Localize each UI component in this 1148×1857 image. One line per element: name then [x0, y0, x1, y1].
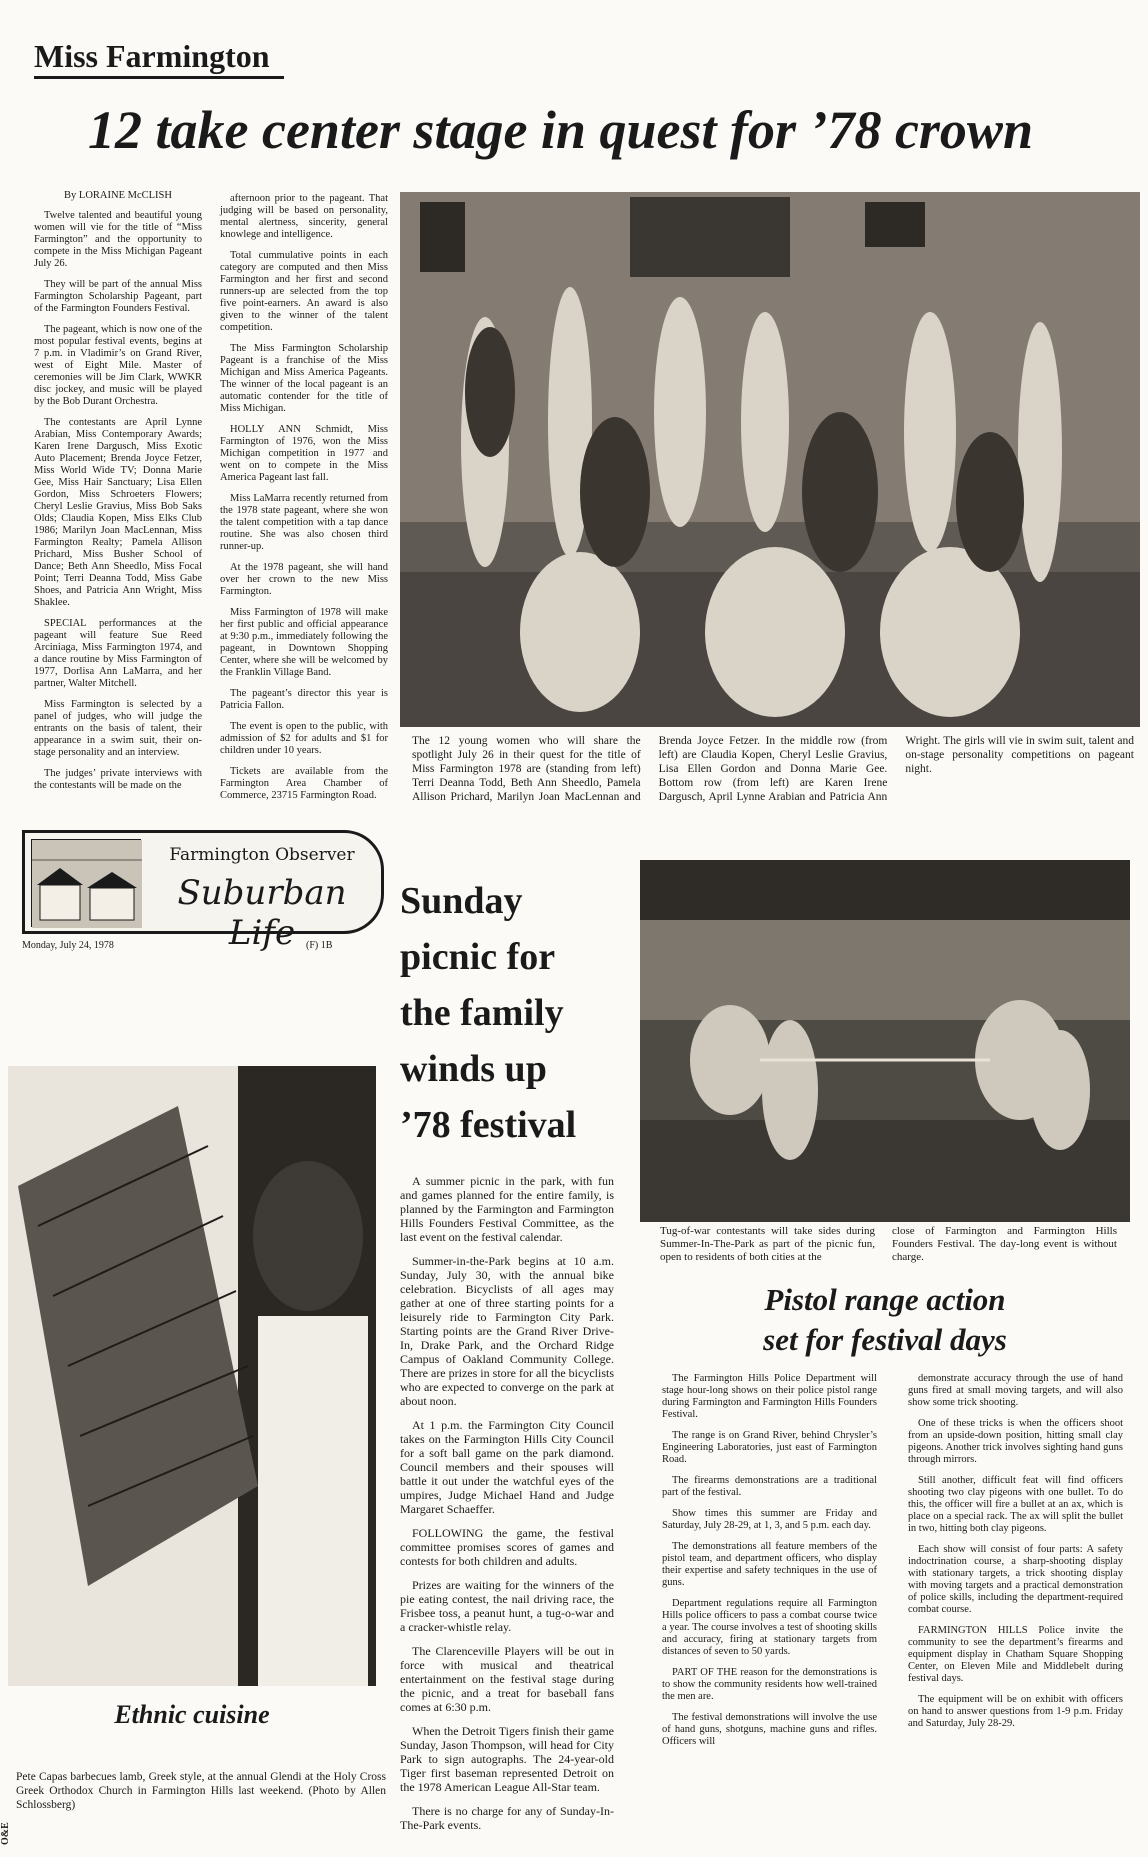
paragraph: Show times this summer are Friday and Saturday, July 28-29, at 1, 3, and 5 p.m. each day.	[662, 1508, 877, 1531]
paragraph: When the Detroit Tigers finish their game Sunday, Jason Thompson, will head for City Park to sign autographs. The 24-year-old Tiger first baseman represented Detroit on the 1978 American League All-Star team.	[400, 1724, 614, 1794]
paragraph: PART OF THE reason for the demonstrations is to show the community residents how well-trained the men are.	[662, 1667, 877, 1702]
story1-column-1	[34, 190, 202, 790]
pistol-column-2	[908, 1373, 1123, 1843]
pistol-column-1	[662, 1373, 877, 1843]
page-number: (F) 1B	[306, 940, 333, 951]
headline-line: Sunday	[400, 880, 523, 922]
ethnic-cuisine-caption: Pete Capas barbecues lamb, Greek style, at the annual Glendi at the Holy Cross Greek Orthodox Church in Farmington Hills last weekend. (Photo by Allen Schlossberg)	[16, 1771, 386, 1811]
tug-caption-left: Tug-of-war contestants will take sides during Summer-In-The-Park as part of the picnic fun, open to residents of both cities at the	[660, 1225, 875, 1263]
paragraph: One of these tricks is when the officers shoot from an upside-down position, hitting small clay pigeons. Another trick involves sighting hand guns through mirrors.	[908, 1418, 1123, 1465]
tug-caption-right: close of Farmington and Farmington Hills Founders Festival. The day-long event is without charge.	[892, 1225, 1117, 1263]
story1-column-2	[220, 193, 388, 801]
headline-line: Pistol range action	[764, 1282, 1006, 1317]
paragraph: The contestants are April Lynne Arabian, Miss Contemporary Awards; Karen Irene Dargusch, Miss Exotic Auto Placement; Brenda Joyce Fetzer, Miss World Wide TV; Donna Marie Gee, Miss Hair Sanctuary; Lisa Ellen Gordon, Miss Schroeters Flowers; Cheryl Leslie Gravius, Miss Bob Saks Olds; Claudia Kopen, Miss Elks Club 1986; Marilyn Joan MacLennan, Miss Farmington Realty; Pamela Allison Prichard, Miss Busher School of Dance; Beth Ann Sheedlo, Miss Focal Point; Terri Deanna Todd, Miss Gabe Shoes, and Patricia Ann Wright, Miss Shaklee.	[34, 417, 202, 608]
paragraph: Miss Farmington of 1978 will make her first public and official appearance at 9:30 p.m., immediately following the pageant, in Downtown Shopping Center, where she will be welcomed by the Franklin Village Band.	[220, 607, 388, 678]
paragraph: Still another, difficult feat will find officers shooting two clay pigeons with one bullet. To do this, the officer will fire a bullet at an ax, which is place on a special rack. The ax will split the bullet in two, hitting both clay pigeons.	[908, 1475, 1123, 1534]
paragraph: Tickets are available from the Farmington Area Chamber of Commerce, 23715 Farmington Road.	[220, 766, 388, 801]
ethnic-cuisine-photo	[8, 1066, 376, 1686]
paragraph: At 1 p.m. the Farmington City Council takes on the Farmington Hills City Council for a soft ball game on the park diamond. Council members and their spouses will battle it out under the watchful eyes of the umpires, Judge Michael Hand and Judge Margaret Schaeffer.	[400, 1418, 614, 1516]
section-kicker: Miss Farmington	[34, 38, 284, 79]
photo-placeholder	[640, 860, 1130, 1222]
publication-name: Farmington Observer	[169, 845, 355, 865]
paragraph: The pageant, which is now one of the most popular festival events, begins at 7 p.m. in Vladimir’s on Grand River, west of Eight Mile. Master of ceremonies will be Jim Clark, WWKR disc jockey, and music will be played by the Bob Durant Orchestra.	[34, 324, 202, 407]
picnic-headline	[400, 873, 635, 1153]
tug-of-war-photo	[640, 860, 1130, 1222]
headline-line: winds up	[400, 1048, 547, 1090]
paragraph: Department regulations require all Farmington Hills police officers to pass a combat course twice a year. The course involves a test of shooting skills and accuracy, firing at stationary targets from distances of seven to 50 yards.	[662, 1598, 877, 1657]
picnic-story-column	[400, 1174, 614, 1832]
paragraph: FARMINGTON HILLS Police invite the community to see the department’s firearms and equipment display in Chatham Square Shopping Center, on Eleven Mile and Middlebelt during festival days.	[908, 1625, 1123, 1684]
paragraph: The pageant’s director this year is Patricia Fallon.	[220, 688, 388, 711]
paragraph: They will be part of the annual Miss Farmington Scholarship Pageant, part of the Farmington Founders Festival.	[34, 279, 202, 314]
paragraph: Miss LaMarra recently returned from the 1978 state pageant, where she won the talent competition with a tap dance routine. She was also chosen third runner-up.	[220, 493, 388, 552]
paragraph: demonstrate accuracy through the use of hand guns fired at small moving targets, and will also show some trick shooting.	[908, 1373, 1123, 1408]
paragraph: The demonstrations all feature members of the pistol team, and department officers, who display their expertise and safety techniques in the use of guns.	[662, 1541, 877, 1588]
paragraph: Prizes are waiting for the winners of the pie eating contest, the nail driving race, the Frisbee toss, a peanut hunt, a tug-o-war and a cracker-whistle relay.	[400, 1578, 614, 1634]
photo-placeholder	[400, 192, 1140, 727]
paragraph: A summer picnic in the park, with fun and games planned for the entire family, is planned by the Farmington and Farmington Hills Founders Festival Committee, as the last event on the festival calendar.	[400, 1174, 614, 1244]
paragraph: FOLLOWING the game, the festival committee promises scores of games and contests for both children and adults.	[400, 1526, 614, 1568]
paragraph: SPECIAL performances at the pageant will feature Sue Reed Arciniaga, Miss Farmington 1974, and a dance routine by Miss Farmington of 1977, Dorlisa Ann LaMarra, and her partner, Walter Mitchell.	[34, 618, 202, 689]
paragraph: afternoon prior to the pageant. That judging will be based on personality, mental alertness, sincerity, general knowlege and intelligence.	[220, 193, 388, 240]
photo-placeholder	[8, 1066, 376, 1686]
pistol-headline	[640, 1280, 1130, 1360]
paragraph: Summer-in-the-Park begins at 10 a.m. Sunday, July 30, with the annual bike celebration. Bicyclists of all ages may gather at one of three starting points for a leisurely ride to Farmington City Park. Starting points are the Grand River Drive-In, Drake Park, and the Orchard Ridge Campus of Oakland Community College. There are prizes in store for all the bicyclists who are expected to converge on the park at about noon.	[400, 1254, 614, 1408]
headline-line: set for festival days	[763, 1322, 1007, 1357]
contestants-group-photo	[400, 192, 1140, 727]
paragraph: Miss Farmington is selected by a panel of judges, who will judge the entrants on the basis of talent, their appearance in a swim suit, their on-stage personality and an interview.	[34, 699, 202, 758]
paragraph: The festival demonstrations will involve the use of hand guns, shotguns, machine guns and rifles. Officers will	[662, 1712, 877, 1747]
edition-date: Monday, July 24, 1978	[22, 940, 114, 951]
paragraph: The firearms demonstrations are a traditional part of the festival.	[662, 1475, 877, 1498]
headline-line: picnic for	[400, 936, 556, 978]
main-headline: 12 take center stage in quest for ’78 crown	[88, 100, 1033, 160]
paragraph: The Miss Farmington Scholarship Pageant is a franchise of the Miss Michigan and Miss America Pageants. The winner of the local pageant is an automatic contender for the title of Miss Michigan.	[220, 343, 388, 414]
paragraph: The Farmington Hills Police Department will stage hour-long shows on their police pistol range during Farmington and Farmington Hills Founders Festival.	[662, 1373, 877, 1420]
paragraph: There is no charge for any of Sunday-In-The-Park events.	[400, 1804, 614, 1832]
masthead-illustration	[31, 839, 141, 927]
headline-line: the family	[400, 992, 564, 1034]
group-photo-caption: The 12 young women who will share the spotlight July 26 in their quest for the title of Miss Farmington 1978 are (standing from left) Terri Deanna Todd, Beth Ann Sheedlo, Pamela Allison Prichard, Marilyn Joan MacLennan and Brenda Joyce Fetzer. In the middle row (from left) are Claudia Kopen, Cheryl Leslie Gravius, Lisa Ellen Gordon and Donna Marie Gee. Bottom row (from left) are Karen Irene Dargusch, April Lynne Arabian and Patricia Ann Wright. The girls will vie in swim suit, talent and on-stage personality competitions on pageant night.	[412, 735, 1134, 803]
ethnic-cuisine-title: Ethnic cuisine	[114, 1700, 270, 1729]
byline: By LORAINE McCLISH	[64, 190, 172, 201]
paragraph: The Clarenceville Players will be out in force with musical and theatrical entertainment on the festival stage during the picnic, and a treat for baseball fans comes at 6:30 p.m.	[400, 1644, 614, 1714]
section-title: Suburban Life	[177, 873, 347, 953]
paragraph: The event is open to the public, with admission of $2 for adults and $1 for children under 10 years.	[220, 721, 388, 756]
paragraph: The range is on Grand River, behind Chrysler’s Engineering Laboratories, just east of Farmington Road.	[662, 1430, 877, 1465]
headline-line: ’78 festival	[400, 1104, 577, 1146]
edge-label: O&E	[0, 1822, 11, 1845]
paragraph: Each show will consist of four parts: A safety indoctrination course, a sharp-shooting display with stationary targets, a trick shooting display with moving targets and a practical demonstration of police skills, including the department-required combat course.	[908, 1544, 1123, 1615]
paragraph: Total cummulative points in each category are computed and then Miss Farmington and her first and second runners-up are selected from the top five point-earners. An award is also given to the winner of the talent competition.	[220, 250, 388, 333]
paragraph: Twelve talented and beautiful young women will vie for the title of “Miss Farmington” and the opportunity to compete in the Miss Michigan Pageant July 26.	[34, 210, 202, 269]
paragraph: The judges’ private interviews with the contestants will be made on the	[34, 768, 202, 791]
paragraph: HOLLY ANN Schmidt, Miss Farmington of 1976, won the Miss Michigan competition in 1977 and went on to compete in the Miss America Pageant last fall.	[220, 424, 388, 483]
paragraph: At the 1978 pageant, she will hand over her crown to the new Miss Farmington.	[220, 562, 388, 597]
house-illustration-icon	[32, 840, 142, 928]
paragraph: The equipment will be on exhibit with officers on hand to answer questions from 1-9 p.m. Friday and Saturday, July 28-29.	[908, 1694, 1123, 1729]
